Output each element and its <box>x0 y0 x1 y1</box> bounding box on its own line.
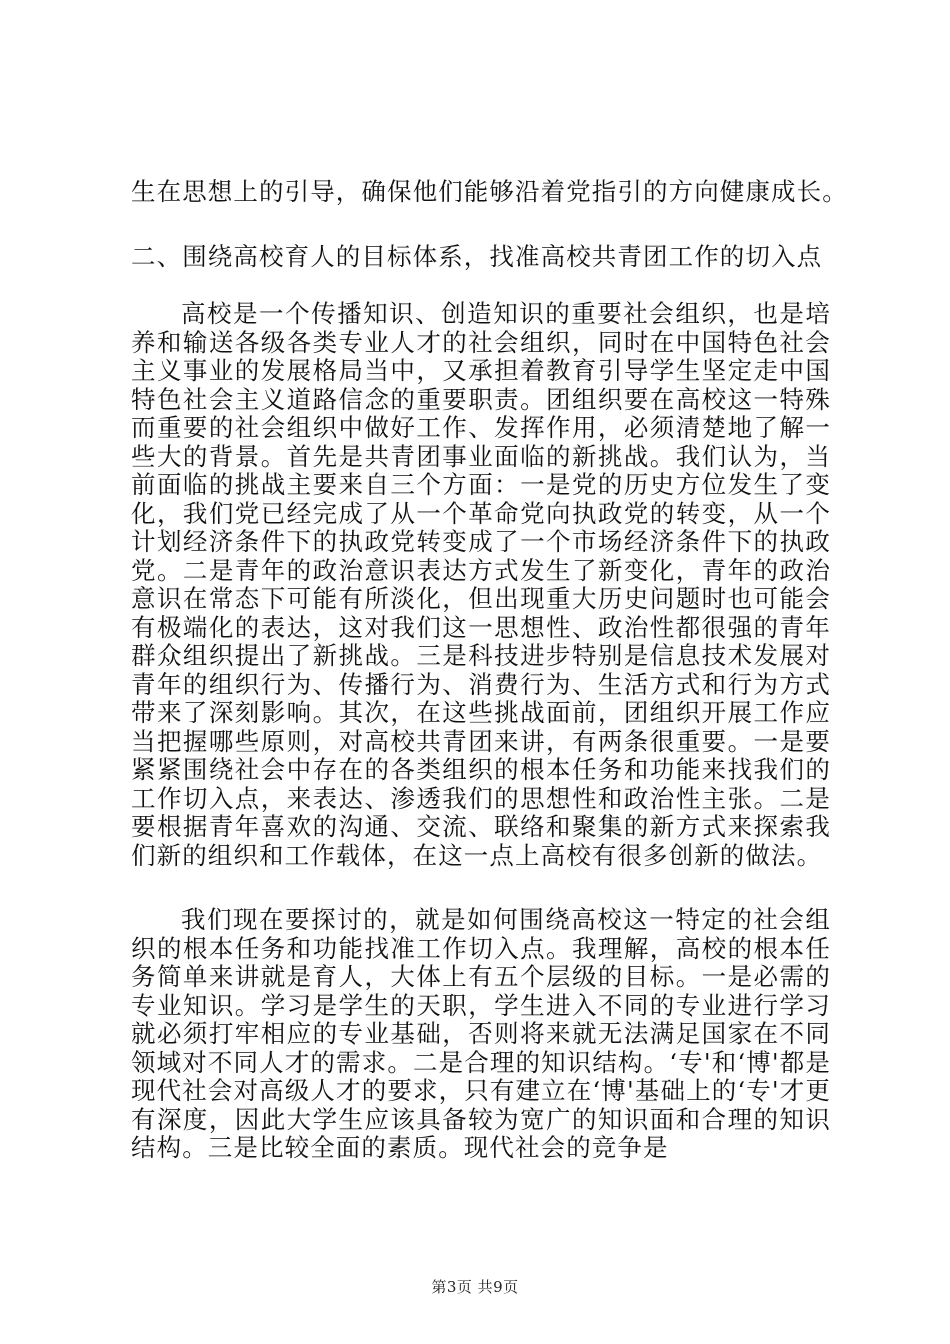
section-heading: 二、围绕高校育人的目标体系，找准高校共青团工作的切入点 <box>131 242 823 271</box>
continuation-paragraph: 生在思想上的引导，确保他们能够沿着党指引的方向健康成长。 <box>131 177 848 206</box>
page-number-footer: 第3页 共9页 <box>431 1278 519 1296</box>
body-paragraph-2: 我们现在要探讨的，就是如何围绕高校这一特定的社会组织的根本任务和功能找准工作切入点。我理解，高校的根本任务简单来讲就是育人，大体上有五个层级的目标。一是必需的专业知识。学习是学生的天职，学生进入不同的专业进行学习就必须打牢相应的专业基础，否则将来就无法满足国家在不同领域对不同人才的需求。二是合理的知识结构。‘专'和‘博'都是现代社会对高级人才的要求，只有建立在‘博'基础上的‘专'才更有深度，因此大学生应该具备较为宽广的知识面和合理的知识结构。三是比较全面的素质。现代社会的竞争是 <box>131 905 831 1162</box>
body-paragraph-1: 高校是一个传播知识、创造知识的重要社会组织，也是培养和输送各级各类专业人才的社会组织，同时在中国特色社会主义事业的发展格局当中，又承担着教育引导学生坚定走中国特色社会主义道路信念的重要职责。团组织要在高校这一特殊而重要的社会组织中做好工作、发挥作用，必须清楚地了解一些大的背景。首先是共青团事业面临的新挑战。我们认为，当前面临的挑战主要来自三个方面：一是党的历史方位发生了变化，我们党已经完成了从一个革命党向执政党的转变，从一个计划经济条件下的执政党转变成了一个市场经济条件下的执政党。二是青年的政治意识表达方式发生了新变化，青年的政治意识在常态下可能有所淡化，但出现重大历史问题时也可能会有极端化的表达，这对我们这一思想性、政治性都很强的青年群众组织提出了新挑战。三是科技进步特别是信息技术发展对青年的组织行为、传播行为、消费行为、生活方式和行为方式带来了深刻影响。其次，在这些挑战面前，团组织开展工作应当把握哪些原则，对高校共青团来讲，有两条很重要。一是要紧紧围绕社会中存在的各类组织的根本任务和功能来找我们的工作切入点，来表达、渗透我们的思想性和政治性主张。二是要根据青年喜欢的沟通、交流、联络和聚集的新方式来探索我们新的组织和工作载体，在这一点上高校有很多创新的做法。 <box>131 299 831 870</box>
